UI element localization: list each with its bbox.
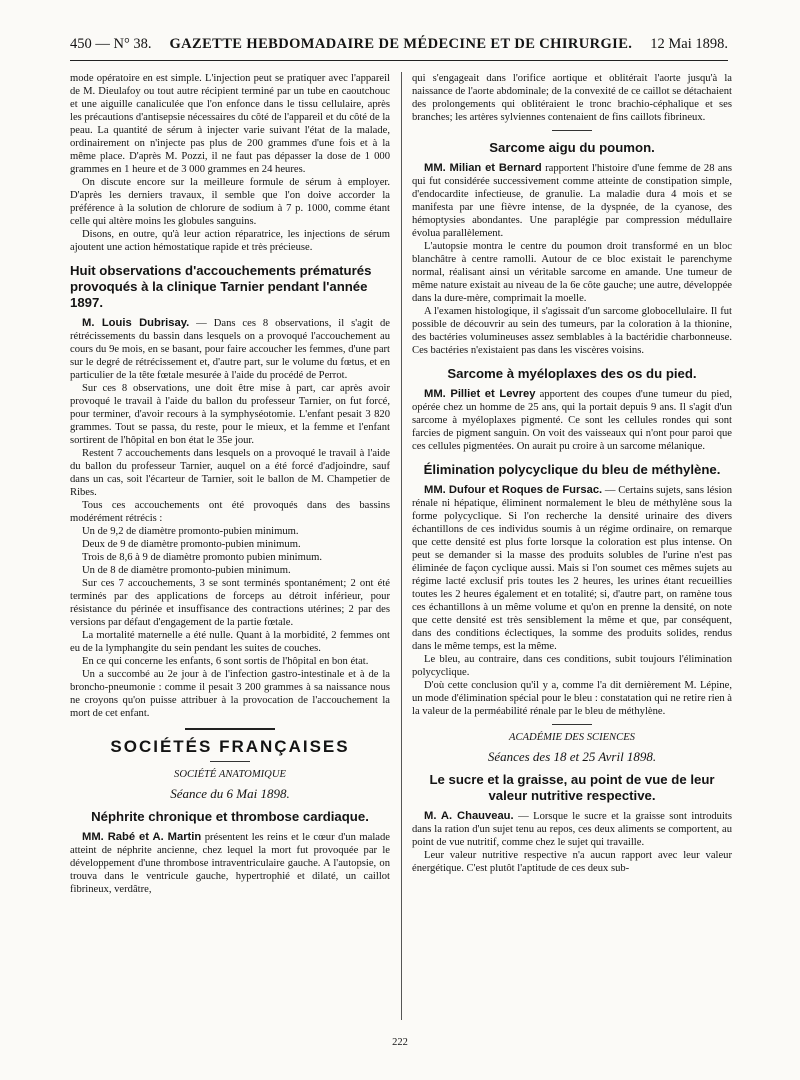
paragraph: Un a succombé au 2e jour à de l'infection gastro-intestinale et à de la broncho-pneumonie : comme il pesait 3 200 grammes à sa naissance nous ne croyons qu'on puisse attribuer à la provocation de l'accouchement la mort de cet enfant. [70, 669, 390, 719]
paragraph: Leur valeur nutritive respective n'a aucun rapport avec leur valeur énergétique. C'est plutôt l'aptitude de ces deux sub- [412, 850, 732, 874]
section-title: SOCIÉTÉS FRANÇAISES [110, 737, 350, 756]
paragraph: On discute encore sur la meilleure formule de sérum à employer. D'après les derniers travaux, il semble que l'on doive accorder la préférence à la solution de chlorure de sodium à 7 p. 1000, comme étant celle qui altère moins les globules sanguins. [70, 177, 390, 227]
academy-name: ACADÉMIE DES SCIENCES [509, 732, 635, 743]
paragraph: mode opératoire en est simple. L'injection peut se pratiquer avec l'appareil de M. Dieulafoy ou tout autre récipient terminé par un tube en caoutchouc et une aiguille canaliculée que l'on enfonce dans le tissu cellulaire, après les précautions d'antisepsie nécessaires du côté de l'appareil et du côté de la peau. La quantité de sérum à injecter varie suivant l'état de la malade, ordinairement on n'injecte pas plus de 200 grammes d'une fois et à la même place. D'après M. Pozzi, il ne faut pas dépasser la dose de 1 000 grammes en 1 heure et de 3 000 grammes en 24 heures. [70, 73, 390, 175]
paragraph: Disons, en outre, qu'à leur action réparatrice, les injections de sérum ajoutent une action hémostatique rapide et très précieuse. [70, 229, 390, 253]
diameter-list [70, 525, 390, 577]
page-footer-number: 222 [392, 1037, 408, 1048]
session-date: Séance du 6 Mai 1898. [170, 786, 290, 801]
paragraph-text: rapportent l'histoire d'une femme de 28 ans qui fut considérée successivement comme atteinte de constipation simple, d'endocardite infectieuse, de granulie. La maladie dura 4 mois et se manifesta par une fièvre intense, de la dyspnée, de la cyanose, des hémoptysies abondantes. Une paraplégie par compression médullaire évolua parallèlement. [412, 163, 732, 239]
paragraph-text: — Dans ces 8 observations, il s'agit de rétrécissements du bassin dans lesquels on a provoqué l'accouchement au cours du 9e mois, en se basant, pour faire accoucher les femmes, d'une part sur le degré de rétrécissement et, d'autre part, sur le volume du fœtus, et en particulier de la tête fœtale mesurée à l'aide du procédé de Perrot. [70, 318, 390, 381]
column-divider [401, 72, 402, 1020]
society-name: SOCIÉTÉ ANATOMIQUE [174, 769, 286, 780]
paragraph-text: présentent les reins et le cœur d'un malade atteint de néphrite ancienne, chez lequel la mort fut provoquée par le développement d'une thrombose intraventriculaire gauche. A l'autopsie, on trouva dans le ventricule gauche, hypertrophié et dilaté, un caillot fibrineux, verdâtre, [70, 832, 390, 895]
page-header [70, 36, 728, 62]
article-heading: Le sucre et la graisse, au point de vue de leur valeur nutritive respective. [429, 772, 715, 803]
article-heading: Sarcome aigu du poumon. [489, 140, 655, 155]
paragraph: Sur ces 8 observations, une doit être mise à part, car après avoir provoqué le travail à l'aide du ballon du professeur Tarnier, on fut forcé, pour terminer, d'avoir recours à la symphyséotomie. L'enfant pesait 3 820 grammes. Tout se passa, du reste, pour le mieux, et la femme et l'enfant sortirent de l'hôpital en bon état le 35e jour. [70, 383, 390, 446]
paragraph: Le bleu, au contraire, dans ces conditions, subit toujours l'élimination polycyclique. [412, 654, 732, 678]
header-rule [70, 60, 728, 61]
article-author: MM. Milian et Bernard [424, 162, 542, 174]
section-rule-short [552, 724, 592, 725]
paragraph-text: apportent des coupes d'une tumeur du pied, opérée chez un homme de 25 ans, qui la portait depuis 9 ans. Il s'agit d'un sarcome à myéloplaxes pigmenté. Ce sont les cellules rondes qui sont farcies de pigment sanguin. On voit des vaisseaux qui n'ont pour paroi que ces cellules pigmentées. On aurait pu croire à un sarcome mélanique. [412, 389, 732, 452]
paragraph [412, 484, 732, 653]
section-rule-short [210, 761, 250, 762]
paragraph: A l'examen histologique, il s'agissait d'un sarcome globocellulaire. Il fut possible de découvrir au sein des tumeurs, par la coloration à la thionine, des bactéries volumineuses assez semblables à la bactéridie charbonneuse. Ces bactéries n'existaient pas dans les viscères voisins. [412, 306, 732, 356]
right-column [412, 72, 732, 1022]
paragraph [70, 317, 390, 382]
issue-date: 12 Mai 1898. [650, 36, 728, 52]
paragraph: La mortalité maternelle a été nulle. Quant à la morbidité, 2 femmes ont eu de la lymphangite du sein pendant les suites de couches. [70, 630, 390, 654]
paragraph [70, 831, 390, 896]
article-author: M. A. Chauveau. [424, 810, 514, 822]
paragraph: Restent 7 accouchements dans lesquels on a provoqué le travail à l'aide du ballon du professeur Tarnier, auquel on a été forcé d'adjoindre, sauf dans un cas, soit l'écarteur de Tarnier, soit le ballon de M. Champetier de Ribes. [70, 448, 390, 498]
paragraph: Sur ces 7 accouchements, 3 se sont terminés spontanément; 2 ont été terminés par des applications de forceps au détroit inférieur, pour résistance du périnée et insuffisance des contractions utérines; 2 par des versions par défaut d'engagement de la partie fœtale. [70, 578, 390, 628]
paragraph [412, 810, 732, 849]
paragraph [412, 162, 732, 240]
list-item: Un de 8 de diamètre promonto-pubien minimum. [82, 565, 291, 576]
article-author: M. Louis Dubrisay. [82, 317, 190, 329]
page-number: 450 — N° 38. [70, 36, 152, 52]
paragraph: En ce qui concerne les enfants, 6 sont sortis de l'hôpital en bon état. [82, 656, 369, 667]
article-author: MM. Dufour et Roques de Fursac. [424, 484, 603, 496]
paragraph: Tous ces accouchements ont été provoqués dans des bassins modérément rétrécis : [70, 500, 390, 524]
paragraph-text: — Lorsque le sucre et la graisse sont introduits dans la ration d'un sujet tenu au repos, ces deux aliments se comportent, au point de vue nutritif, comme chez le sujet qui travaille. [412, 811, 732, 848]
list-item: Deux de 9 de diamètre promonto-pubien minimum. [82, 539, 301, 550]
left-column [70, 72, 390, 1022]
article-heading: Néphrite chronique et thrombose cardiaque. [91, 809, 369, 824]
article-author: MM. Pilliet et Levrey [424, 388, 536, 400]
session-date: Séances des 18 et 25 Avril 1898. [487, 749, 657, 764]
paragraph [412, 388, 732, 453]
article-rule [552, 130, 592, 131]
list-item: Trois de 8,6 à 9 de diamètre promonto pubien minimum. [82, 552, 322, 563]
journal-title: GAZETTE HEBDOMADAIRE DE MÉDECINE ET DE CHIRURGIE. [169, 36, 633, 52]
article-heading: Huit observations d'accouchements prématurés provoqués à la clinique Tarnier pendant l'année 1897. [70, 263, 372, 310]
paragraph: L'autopsie montra le centre du poumon droit transformé en un bloc blanchâtre à centre ramolli. Autour de ce bloc existait le parenchyme normal, réalisant ainsi un véritable sarcome en amande. Une tumeur de même nature existait au niveau de la 6e côte gauche; une autre, développée dans la dure-mère, comprimait la moelle. [412, 241, 732, 304]
article-heading: Sarcome à myéloplaxes des os du pied. [447, 366, 697, 381]
paragraph-text: — Certains sujets, sans lésion rénale ni hépatique, éliminent normalement le bleu de méthylène sous la forme polycyclique. Si l'on recherche la densité urinaire des divers échantillons de ces individus soumis à un régime ordinaire, on remarque que cette densité est plus forte lorsque la coloration est plus intense. On peut se demander si la masse des produits solubles de l'urine n'est pas éliminée de façon cyclique aussi. Mais si l'on soumet ces mêmes sujets au régime lacté exclusif pris toutes les 2 heures, les urines étant recueillies toutes les 2 heures également et en totalité; si, d'autre part, on ramène tous ces échantillons à un même volume et qu'on en prenne la densité, on note que cette densité est très sensiblement la même et que, par conséquent, dans des conditions éclectiques, la somme des produits solides, rendus dans le même temps, est la même. [412, 485, 732, 652]
paragraph: D'où cette conclusion qu'il y a, comme l'a dit dernièrement M. Lépine, un mode d'élimination spécial pour le bleu : constatation qui ne retire rien à la valeur de la perméabilité rénale par le bleu de méthylène. [412, 680, 732, 717]
article-author: MM. Rabé et A. Martin [82, 831, 202, 843]
article-heading: Élimination polycyclique du bleu de méthylène. [423, 462, 721, 477]
section-rule [185, 728, 275, 730]
paragraph: qui s'engageait dans l'orifice aortique et oblitérait l'aorte jusqu'à la naissance de l'aorte abdominale; de la convexité de ce caillot se détachaient des prolongements qui oblitéraient le tronc brachio-céphalique et ses branches; les artères sylviennes contenaient de fins caillots fibrineux. [412, 73, 732, 123]
list-item: Un de 9,2 de diamètre promonto-pubien minimum. [82, 526, 299, 537]
